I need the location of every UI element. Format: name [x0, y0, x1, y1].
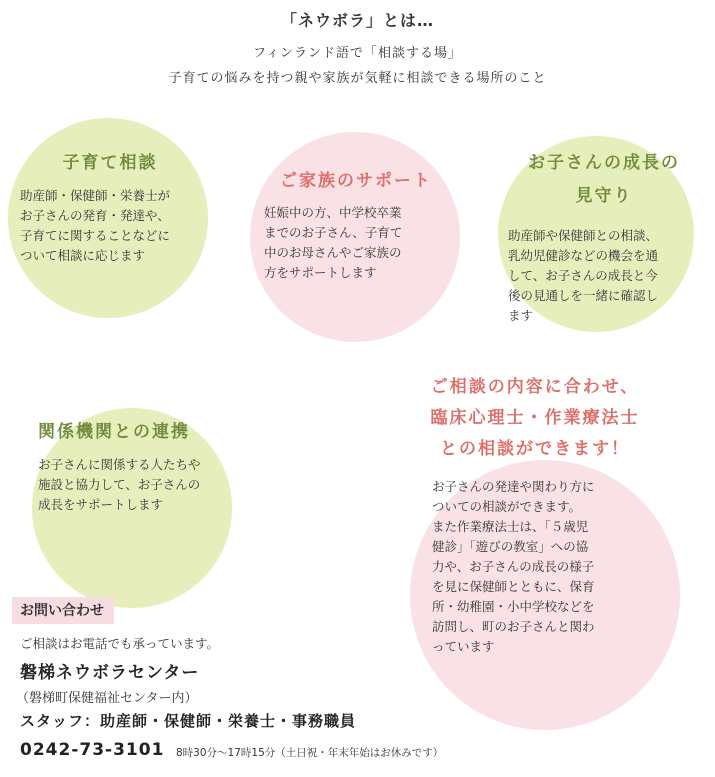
contact-note: ご相談はお電話でも承っています。 [20, 636, 220, 651]
office-hours: 8時30分～17時15分（土日祝・年末年始はお休みです） [176, 747, 444, 759]
childcare-title: 子育て相談 [62, 153, 158, 173]
growth-title-line2: 見守り [575, 186, 633, 206]
cooperation-title: 関係機関との連携 [38, 422, 190, 442]
intro-title: 「ネウボラ」とは… [280, 11, 434, 30]
growth-body: 助産師や保健師との相談、 乳幼児健診などの機会を通 して、お子さんの成長と今 後の見通しを一緒に確認し ます [508, 228, 659, 323]
staff-list: スタッフ：助産師・保健師・栄養士・事務職員 [20, 712, 357, 730]
phone-number[interactable]: 0242-73-3101 [20, 740, 165, 760]
intro-definition: フィンランド語で「相談する場」 [253, 46, 462, 61]
family-body: 妊娠中の方、中学校卒業 までのお子さん、子育て 中のお母さんやご家族の 方をサポートします [264, 205, 403, 280]
intro-description: 子育ての悩みを持つ親や家族が気軽に相談できる場所のこと [168, 71, 547, 86]
specialist-body: お子さんの発達や関わり方に ついての相談ができます。 また作業療法士は、「５歳児 健診」「遊びの教室」への協 力や、お子さんの成長の様子 を見に保健師とともに、保育 所・幼稚園・小中学校などを 訪問し、町のお子さんと関わ っています [432, 479, 595, 654]
cooperation-body: お子さんに関係する人たちや 施設と協力して、お子さんの 成長をサポートします [38, 457, 201, 512]
contact-label: お問い合わせ [12, 597, 114, 624]
specialist-title-line3: との相談ができます！ [440, 439, 630, 459]
center-name: 磐梯ネウボラセンター [20, 663, 200, 683]
specialist-title-line2: 臨床心理士・作業療法士 [430, 408, 640, 428]
childcare-body: 助産師・保健師・栄養士が お子さんの発育・発達や、 子育てに関することなどに ついて相談に応じます [20, 188, 171, 263]
family-title: ご家族のサポート [280, 171, 432, 191]
center-location: （磐梯町保健福祉センター内） [16, 691, 198, 706]
specialist-title-line1: ご相談の内容に合わせ、 [430, 377, 640, 397]
growth-title-line1: お子さんの成長の [528, 153, 680, 173]
